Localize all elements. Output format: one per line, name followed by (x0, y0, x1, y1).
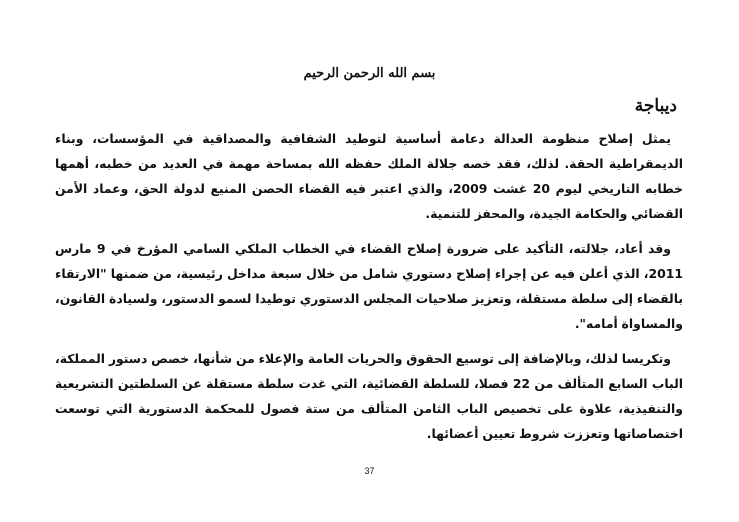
paragraph-3: وتكريسا لذلك، وبالإضافة إلى توسيع الحقوق والحريات العامة والإعلاء من شأنها، خصص دستور المملكة، الباب السابع المتألف من 22 فصلا، للسلطة القضائية، التي غدت سلطة مستقلة عن السلطتين التشريعية والتنفيذية، علاوة على تخصيص الباب الثامن المتألف من ستة فصول للمحكمة الدستورية التي توسعت اختصاصاتها وتعززت شروط تعيين أعضائها. (55, 351, 683, 441)
basmala: بسم الله الرحمن الرحيم (303, 66, 436, 81)
paragraph-1: يمثل إصلاح منظومة العدالة دعامة أساسية لتوطيد الشفافية والمصداقية في المؤسسات، وبناء الديمقراطية الحقة. لذلك، فقد خصه جلالة الملك حفظه الله بمساحة مهمة في العديد من خطبه، أهمها خطابه التاريخي ليوم 20 غشت 2009، والذي اعتبر فيه القضاء الحصن المنيع لدولة الحق، وعماد الأمن القضائي والحكامة الجيدة، والمحفز للتنمية. (55, 131, 683, 221)
page-number: 37 (364, 466, 375, 476)
section-heading: ديباجة (634, 96, 677, 116)
paragraph-2: وقد أعاد، جلالته، التأكيد على ضرورة إصلاح القضاء في الخطاب الملكي السامي المؤرخ في 9 مارس 2011، الذي أعلن فيه عن إجراء إصلاح دستوري شامل من خلال سبعة مداخل رئيسية، من ضمنها "الارتقاء بالقضاء إلى سلطة مستقلة، وتعزيز صلاحيات المجلس الدستوري توطيدا لسمو الدستور، ولسيادة القانون، والمساواة أمامه". (55, 241, 683, 331)
body-text (55, 126, 683, 456)
